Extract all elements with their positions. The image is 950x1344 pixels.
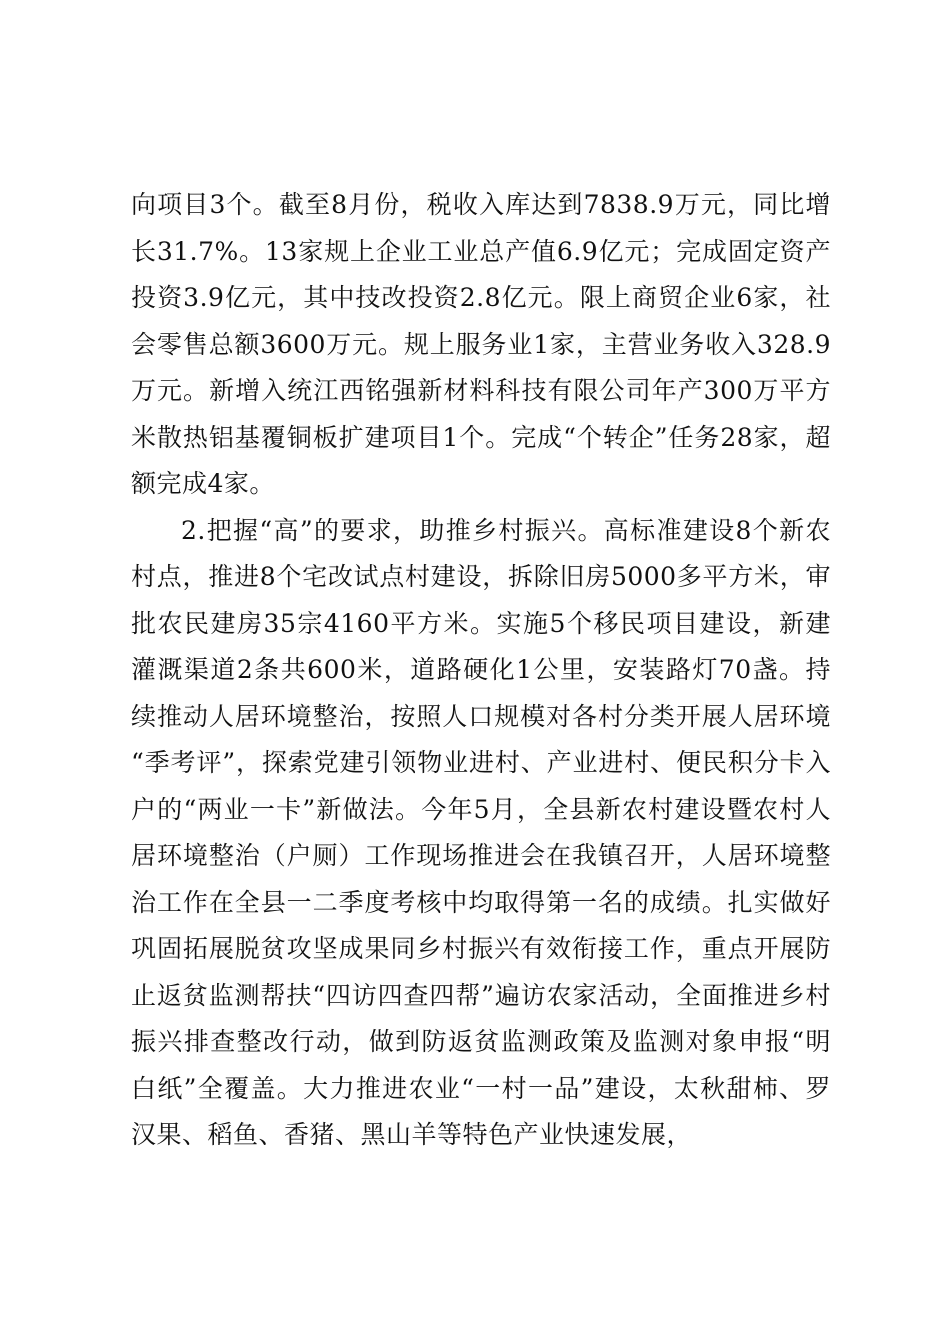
paragraph-rural-revitalization: 2.把握“高”的要求，助推乡村振兴。高标准建设8个新农村点，推进8个宅改试点村建设，拆除旧房5000多平方米，审批农民建房35宗4160平方米。实施5个移民项目建设，新建灌溉渠道2条共600米，道路硬化1公里，安装路灯70盏。持续推动人居环境整治，按照人口规模对各村分类开展人居环境“季考评”，探索党建引领物业进村、产业进村、便民积分卡入户的“两业一卡”新做法。今年5月，全县新农村建设暨农村人居环境整治（户厕）工作现场推进会在我镇召开，人居环境整治工作在全县一二季度考核中均取得第一名的成绩。扎实做好巩固拓展脱贫攻坚成果同乡村振兴有效衔接工作，重点开展防止返贫监测帮扶“四访四查四帮”遍访农家活动，全面推进乡村振兴排查整改行动，做到防返贫监测政策及监测对象申报“明白纸”全覆盖。大力推进农业“一村一品”建设，太秋甜柿、罗汉果、稻鱼、香猪、黑山羊等特色产业快速发展， <box>131 515 831 1149</box>
paragraph-economy: 向项目3个。截至8月份，税收入库达到7838.9万元，同比增长31.7%。13家规上企业工业总产值6.9亿元；完成固定资产投资3.9亿元，其中技改投资2.8亿元。限上商贸企业6家，社会零售总额3600万元。规上服务业1家，主营业务收入328.9万元。新增入统江西铭强新材料科技有限公司年产300万平方米散热铝基覆铜板扩建项目1个。完成“个转企”任务28家，超额完成4家。 <box>131 190 831 498</box>
document-body <box>131 182 831 1159</box>
